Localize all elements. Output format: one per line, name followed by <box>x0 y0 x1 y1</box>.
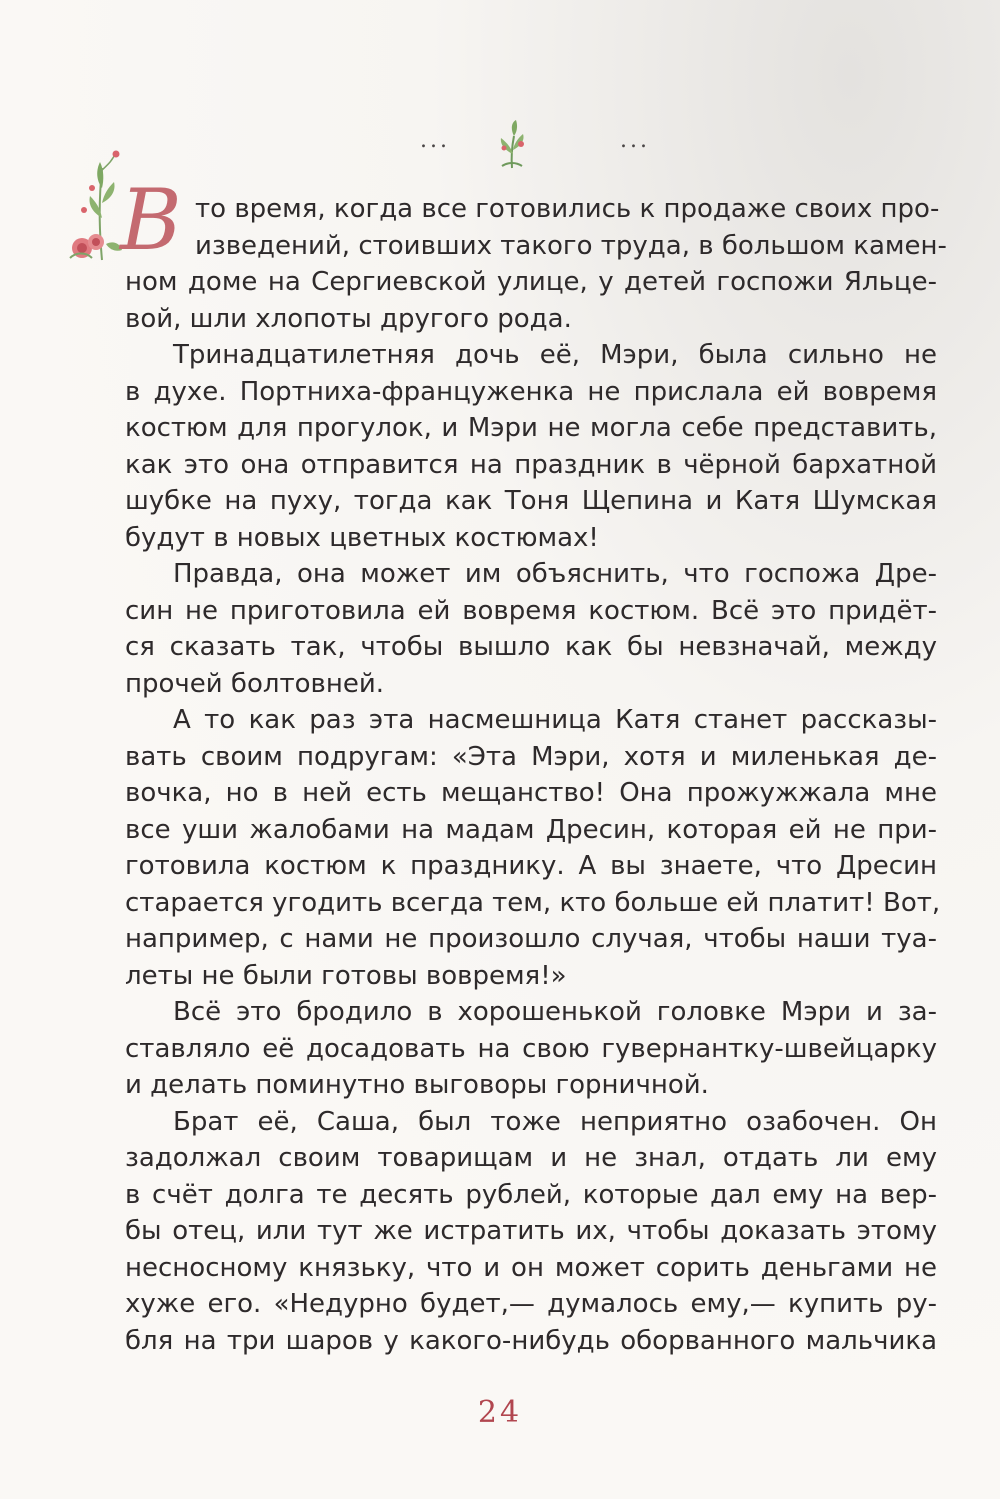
flower-sprig-icon <box>492 118 532 170</box>
text-line: старается угодить всегда тем, кто больше ей платит! Вот, <box>125 887 941 918</box>
text-line: все уши жалобами на мадам Дресин, которая ей не при- <box>125 814 937 845</box>
text-line: вой, шли хлопоты другого рода. <box>125 303 572 334</box>
text-line: костюм для прогулок, и Мэри не могла себе представить, <box>125 413 937 443</box>
text-line: син не приготовила ей вовремя костюм. Всё это придёт- <box>125 595 937 626</box>
text-line: шубке на пуху, тогда как Тоня Щепина и Катя Шумская <box>125 486 937 516</box>
page-number: 24 <box>477 1395 523 1430</box>
text-line: изведений, стоивших такого труда, в большом камен- <box>195 230 947 261</box>
text-line: леты не были готовы вовремя!» <box>125 960 567 991</box>
text-line: задолжал своим товарищам и не знал, отдать ли ему <box>125 1143 937 1173</box>
chapter-ornament <box>380 118 680 178</box>
text-line: будут в новых цветных костюмах! <box>125 522 599 553</box>
text-line: несносному князьку, что и он может сорить деньгами не <box>125 1252 937 1283</box>
text-line: Всё это бродило в хорошенькой головке Мэри и за- <box>173 997 937 1027</box>
text-line: Тринадцатилетняя дочь её, Мэри, была сильно не <box>173 340 937 370</box>
text-line: готовила костюм к празднику. А вы знаете, что Дресин <box>125 851 937 881</box>
text-line: бля на три шаров у какого-нибудь оборванного мальчика <box>125 1325 937 1356</box>
text-line: ся сказать так, чтобы вышло как бы невзначай, между <box>125 632 937 662</box>
text-line: в духе. Портниха-француженка не прислала ей вовремя <box>125 376 937 407</box>
text-line: и делать поминутно выговоры горничной. <box>125 1070 709 1100</box>
text-line: ставляло её досадовать на свою гувернантку-швейцарку <box>125 1033 937 1064</box>
text-line: то время, когда все готовились к продаже своих про- <box>195 194 940 224</box>
body-text <box>125 191 947 1359</box>
ornament-dots-right: ... <box>620 128 650 153</box>
text-line: например, с нами не произошло случая, чтобы наши туа- <box>125 924 937 954</box>
text-line: Правда, она может им объяснить, что госпожа Дре- <box>173 559 937 589</box>
text-line: как это она отправится на праздник в чёрной бархатной <box>125 449 937 480</box>
text-line: А то как раз эта насмешница Катя станет рассказы- <box>173 705 937 735</box>
text-line: в счёт долга те десять рублей, которые дал ему на вер- <box>125 1179 937 1210</box>
text-line: вать своим подругам: «Эта Мэри, хотя и миленькая де- <box>125 741 937 772</box>
text-line: прочей болтовней. <box>125 668 385 699</box>
ornament-dots-left: ... <box>420 128 450 153</box>
text-line: ном доме на Сергиевской улице, у детей госпожи Яльце- <box>125 267 937 297</box>
drop-cap-letter: В <box>120 171 182 269</box>
text-line: бы отец, или тут же истратить их, чтобы доказать этому <box>125 1216 937 1246</box>
text-line: хуже его. «Недурно будет,— думалось ему,— купить ру- <box>125 1289 937 1319</box>
text-line: вочка, но в ней есть мещанство! Она прожужжала мне <box>125 778 937 808</box>
text-line: Брат её, Саша, был тоже неприятно озабочен. Он <box>173 1106 937 1137</box>
